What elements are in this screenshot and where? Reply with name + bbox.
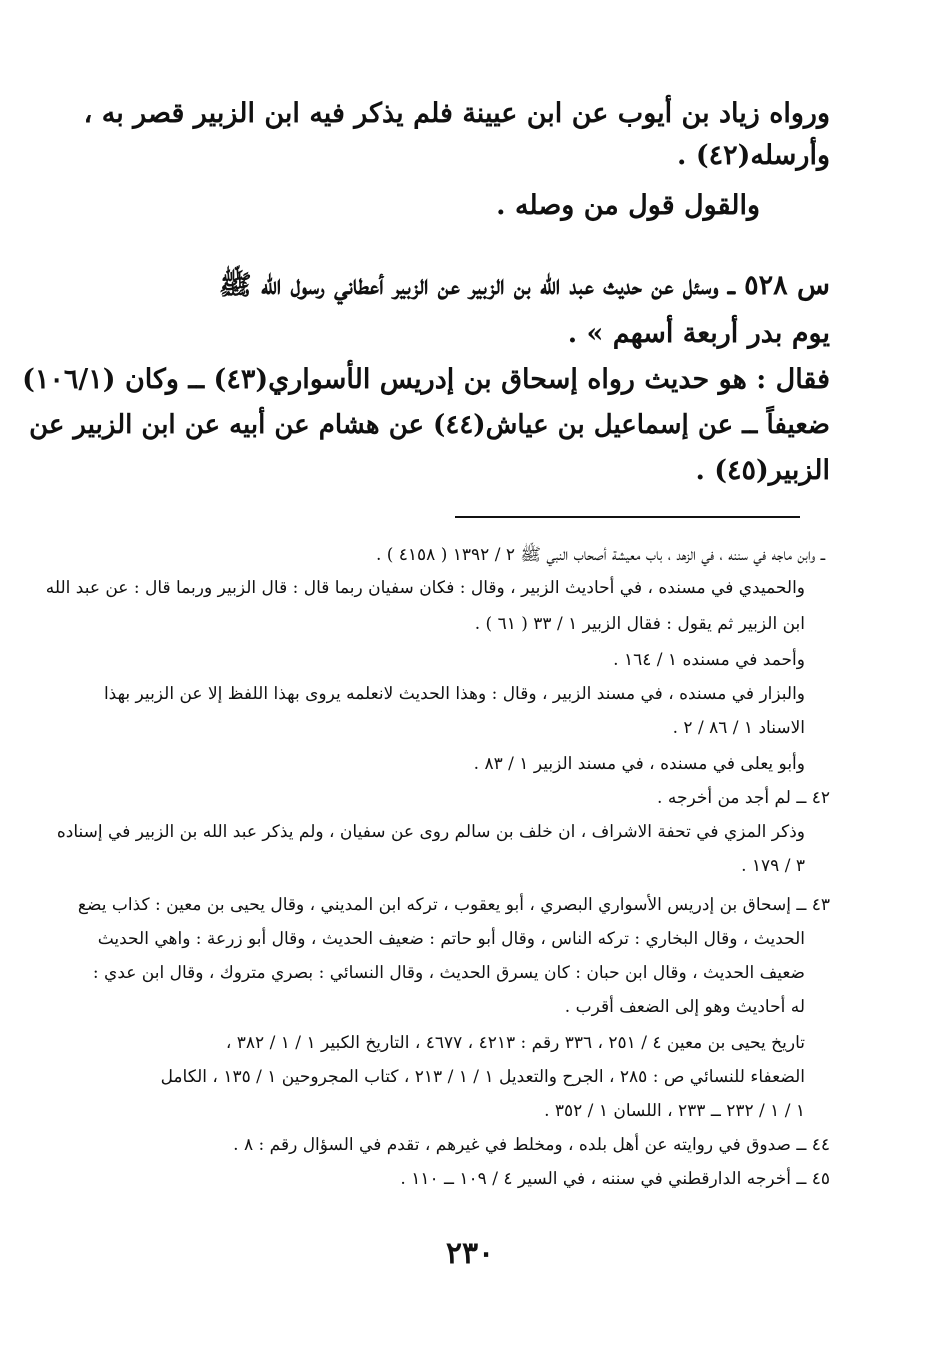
main-line-3: والقول قول من وصله .	[496, 190, 760, 221]
footnote-line: الاسناد ١ / ٨٦ / ٢ .	[672, 718, 805, 738]
footnote-line: الضعفاء للنسائي ص : ٢٨٥ ، الجرح والتعديل ١ / ١ / ٢١٣ ، كتاب المجروحين ١ / ١٣٥ ، الكامل	[160, 1067, 805, 1087]
footnote-line: وأحمد في مسنده ١ / ١٦٤ .	[613, 650, 805, 670]
main-line-1: ورواه زياد بن أيوب عن ابن عيينة فلم يذكر فيه ابن الزبير قصر به ،	[83, 98, 830, 129]
main-line-7: ضعيفاً ــ عن إسماعيل بن عياش(٤٤) عن هشام عن أبيه عن ابن الزبير عن	[29, 410, 830, 440]
main-line-5: يوم بدر أربعة أسهم » .	[567, 318, 830, 349]
footnote-line: وأبو يعلى في مسنده ، في مسند الزبير ١ / ٨٣ .	[473, 754, 805, 774]
footnote-line: وذكر المزي في تحفة الاشراف ، ان خلف بن سالم روى عن سفيان ، ولم يذكر عبد الله بن الزبير في إسناده	[56, 822, 805, 842]
footnote-line: ابن الزبير ثم يقول : فقال الزبير ١ / ٣٣ ( ٦١ ) .	[474, 614, 805, 634]
main-line-6: فقال : هو حديث رواه إسحاق بن إدريس الأسواري(٤٣) ــ وكان (١٠٦/١)	[22, 364, 830, 395]
footnote-line: والبزار في مسنده ، في مسند الزبير ، وقال : وهذا الحديث لانعلمه يروى بهذا اللفظ إلا عن الزبير بهذا	[103, 684, 805, 704]
question-heading: س ٥٢٨ ــ وسئل عن حديث عبد الله بن الزبير عن الزبير أعطاني رسول الله ﷺ	[218, 270, 830, 301]
footnote-separator	[455, 516, 800, 518]
footnote-43: ٤٣ ــ إسحاق بن إدريس الأسواري البصري ، أبو يعقوب ، تركه ابن المديني ، وقال يحيى بن معين : كذاب يضع	[77, 895, 830, 915]
footnote-line: تاريخ يحيى بن معين ٤ / ٢٥١ ، ٣٣٦ رقم : ٤٢١٣ ، ٤٦٧٧ ، التاريخ الكبير ١ / ١ / ٣٨٢ ،	[225, 1033, 805, 1053]
footnote-line: له أحاديث وهو إلى الضعف أقرب .	[564, 997, 805, 1017]
page-number: ٢٣٠	[445, 1236, 495, 1271]
footnote-45: ٤٥ ــ أخرجه الدارقطني في سننه ، في السير ٤ / ١٠٩ ــ ١١٠ .	[400, 1169, 830, 1189]
footnote-line: ١ / ١ / ٢٣٢ ــ ٢٣٣ ، اللسان ١ / ٣٥٢ .	[544, 1101, 805, 1121]
main-line-8: الزبير(٤٥) .	[695, 455, 830, 486]
footnote-line: ــ وابن ماجه في سننه ، في الزهد ، باب معيشة أصحاب النبي ﷺ ٢ / ١٣٩٢ ( ٤١٥٨ ) .	[375, 545, 825, 565]
main-line-2: وأرسله(٤٢) .	[677, 140, 830, 171]
footnote-line: ضعيف الحديث ، وقال ابن حبان : كان يسرق الحديث ، وقال النسائي : بصري متروك ، وقال ابن عدي :	[92, 963, 805, 983]
footnote-42: ٤٢ ــ لم أجد من أخرجه .	[657, 788, 830, 808]
footnote-line: الحديث ، وقال البخاري : تركه الناس ، وقال أبو حاتم : ضعيف الحديث ، وقال أبو زرعة : واهي الحديث	[97, 929, 805, 949]
footnote-44: ٤٤ ــ صدوق في روايته عن أهل بلده ، ومخلط في غيرهم ، تقدم في السؤال رقم : ٨ .	[233, 1135, 830, 1155]
footnote-line: ٣ / ١٧٩ .	[741, 856, 805, 876]
footnote-line: والحميدي في مسنده ، في أحاديث الزبير ، وقال : فكان سفيان ربما قال : قال الزبير وربما قال : عن عبد الله	[45, 578, 805, 598]
